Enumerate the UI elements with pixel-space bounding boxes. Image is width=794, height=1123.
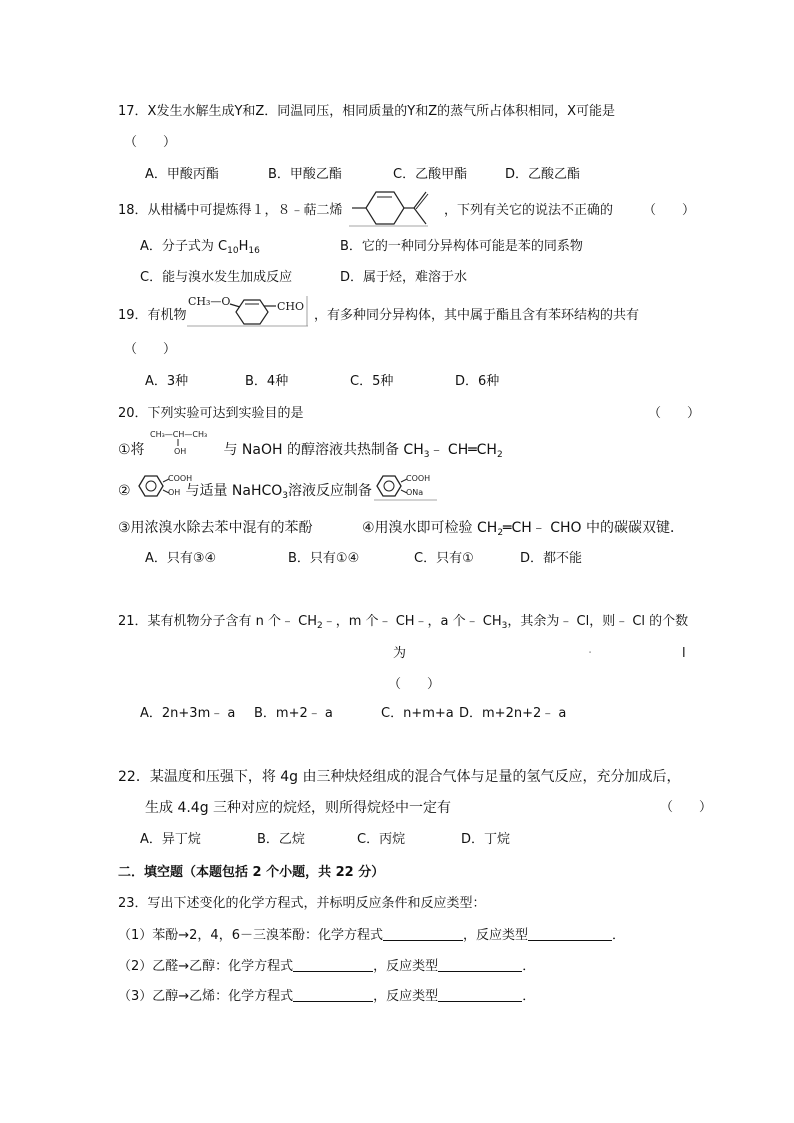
q20-item2-mol2-bottom: ONa — [406, 488, 424, 497]
methoxybenzaldehyde-structure — [186, 292, 310, 328]
q17-option-d: D．乙酸乙酯 — [505, 167, 581, 182]
q20-item1-mol-bottom: OH — [174, 447, 187, 456]
q22-paren: （ ） — [660, 800, 713, 815]
salicylic-acid-structure — [135, 470, 195, 502]
q20-item-4: ④用溴水即可检验 $CH_2═CH﹣$ CHO 中的碳碳双键． — [362, 520, 685, 538]
q23-stem: 23．写出下述变化的化学方程式，并标明反应条件和反应类型： — [118, 896, 486, 911]
isopropanol-structure — [148, 427, 226, 457]
q19-mol-right-label: CHO — [277, 300, 305, 313]
q20-item-1: ①将 与 NaOH 的醇溶液共热制备 $CH_3﹣$ $CH═CH_2$ — [118, 442, 503, 460]
q19-option-d: D．6种 — [455, 374, 500, 389]
q20-stem: 20．下列实验可达到实验目的是 — [118, 406, 304, 421]
q18-option-a: A．分子式为 $C_{10}H_{16}$ — [140, 239, 260, 256]
q22-option-c: C．丙烷 — [357, 832, 406, 847]
q17-stem: 17．X发生水解生成Y和Z．同温同压，相同质量的Y和Z的蒸气所占体积相同，X可能是 — [118, 104, 616, 119]
q21-option-c: C．n+m+a — [381, 706, 454, 721]
q21-wei: 为 — [393, 646, 407, 661]
q19-stem-a: 19．有机物 — [118, 308, 187, 323]
q21-bar: l — [682, 646, 686, 661]
q23-line-1: （1）苯酚→2，4，6－三溴苯酚：化学方程式 ，反应类型 ． — [118, 928, 626, 943]
q21-dot: · — [588, 646, 593, 661]
answer-blank[interactable] — [293, 988, 373, 1002]
q19-option-a: A．3种 — [145, 374, 189, 389]
q20-option-c: C．只有① — [414, 551, 474, 566]
q20-item-2: ② 与适量 NaHCO$_3$溶液反应制备 — [118, 483, 373, 501]
q22-option-a: A．异丁烷 — [140, 832, 201, 847]
sodium-salicylate-structure — [373, 470, 439, 502]
q19-option-b: B．4种 — [245, 374, 289, 389]
q17-option-c: C．乙酸甲酯 — [393, 167, 468, 182]
q20-paren: （ ） — [648, 406, 701, 421]
q21-option-b: B．m+2﹣ a — [254, 706, 333, 721]
q20-item2-mol2-top: COOH — [406, 474, 431, 483]
q22-line-1: 22．某温度和压强下，将 4g 由三种炔烃组成的混合气体与足量的氢气反应，充分加成后， — [118, 769, 681, 785]
section-2-title: 二．填空题（本题包括 2 个小题，共 22 分） — [118, 865, 385, 880]
q17-option-a: A．甲酸丙酯 — [145, 167, 219, 182]
q20-item-3: ③用浓溴水除去苯中混有的苯酚 — [118, 520, 313, 536]
q21-stem: 21．某有机物分子含有 n 个﹣ $CH_2﹣$，m 个﹣ CH﹣，a 个﹣ $CH_3$，其余为﹣ Cl，则﹣ Cl 的个数 — [118, 614, 689, 631]
q20-item2-mol1-top: COOH — [168, 474, 193, 483]
q18-paren: （ ） — [643, 203, 696, 218]
q23-line-2: （2）乙醛→乙醇：化学方程式 ，反应类型 ． — [118, 959, 536, 974]
q18-option-d: D．属于烃，难溶于水 — [340, 270, 468, 285]
q20-item1-mol-top: CH₃—CH—CH₃ — [150, 430, 208, 439]
q19-paren: （ ） — [124, 342, 177, 357]
answer-blank[interactable] — [528, 927, 612, 941]
q21-option-a: A．2n+3m﹣ a — [140, 706, 236, 721]
q19-stem-b: ，有多种同分异构体，其中属于酯且含有苯环结构的共有 — [314, 308, 640, 323]
q20-option-d: D．都不能 — [520, 551, 583, 566]
q20-option-b: B．只有①④ — [288, 551, 360, 566]
q18-stem-b: ，下列有关它的说法不正确的 — [444, 203, 614, 218]
q18-option-c: C．能与溴水发生加成反应 — [140, 270, 293, 285]
q21-paren: （ ） — [388, 677, 441, 692]
answer-blank[interactable] — [293, 958, 373, 972]
q19-mol-left-label: CH₃—O — [188, 295, 231, 308]
q17-paren: （ ） — [124, 135, 177, 150]
q20-option-a: A．只有③④ — [145, 551, 217, 566]
q18-stem-a: 18．从柑橘中可提炼得１，８﹣萜二烯 — [118, 203, 343, 218]
terpinene-structure — [348, 188, 430, 228]
answer-blank[interactable] — [438, 958, 522, 972]
q22-option-b: B．乙烷 — [257, 832, 305, 847]
q22-line-2: 生成 4.4g 三种对应的烷烃，则所得烷烃中一定有 — [145, 800, 452, 816]
answer-blank[interactable] — [438, 988, 522, 1002]
q19-option-c: C．5种 — [350, 374, 394, 389]
q17-option-b: B．甲酸乙酯 — [268, 167, 342, 182]
answer-blank[interactable] — [383, 927, 463, 941]
q22-option-d: D．丁烷 — [461, 832, 511, 847]
q18-option-b: B．它的一种同分异构体可能是苯的同系物 — [340, 239, 583, 254]
q21-option-d: D．m+2n+2﹣ a — [459, 706, 567, 721]
q23-line-3: （3）乙醇→乙烯：化学方程式 ，反应类型 ． — [118, 989, 536, 1004]
q20-item2-mol1-bottom: OH — [168, 488, 181, 497]
